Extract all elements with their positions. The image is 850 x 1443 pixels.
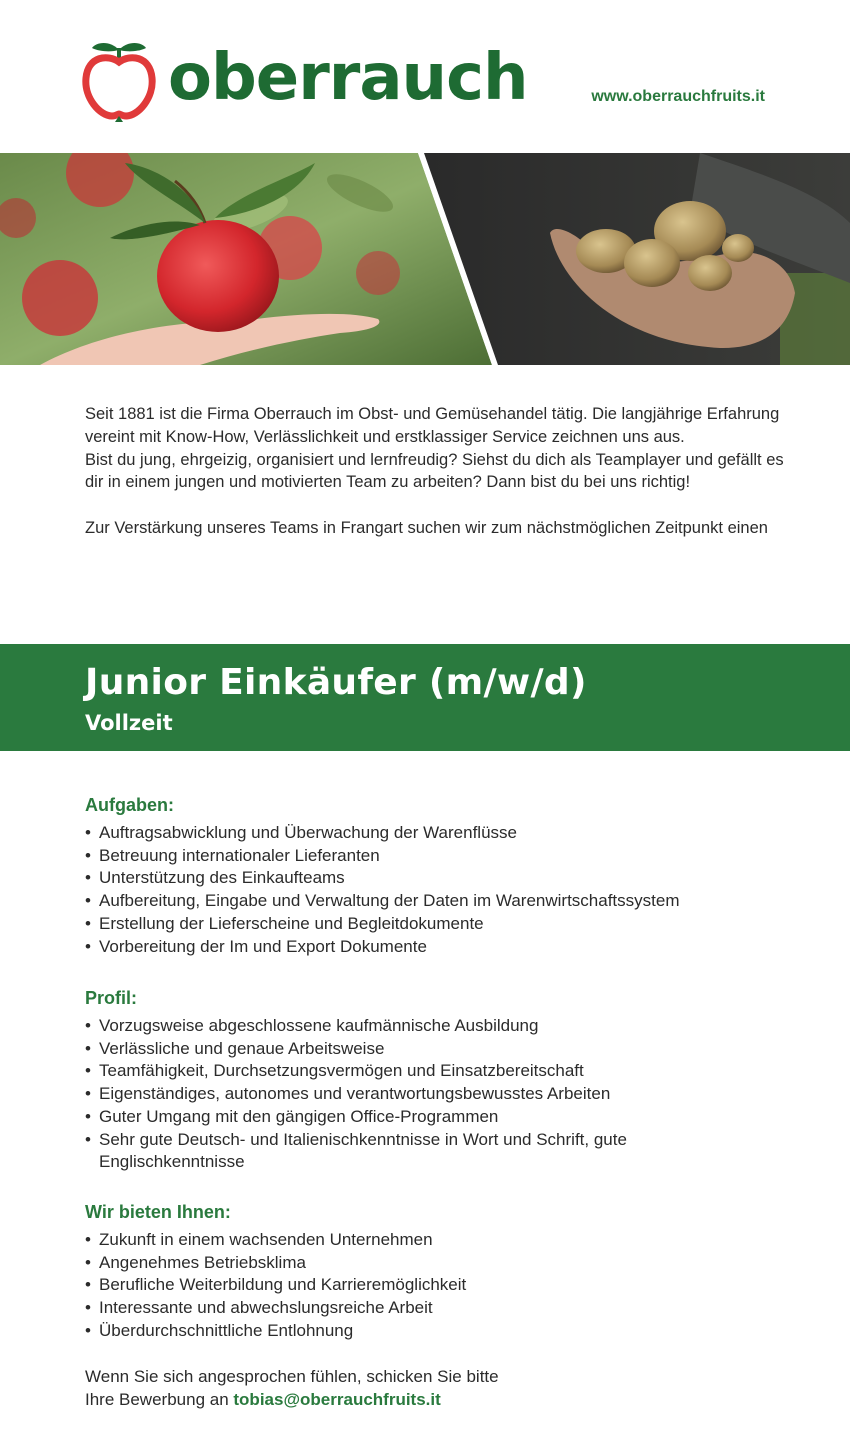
section-heading-profil: Profil: — [85, 988, 137, 1008]
list-item: • Sehr gute Deutsch- und Italienischkenntnisse in Wort und Schrift, gute Englischkenntnisse — [85, 1129, 659, 1174]
website-link[interactable]: www.oberrauchfruits.it — [591, 88, 765, 105]
list-item: • Verlässliche und genaue Arbeitsweise — [85, 1038, 785, 1061]
list-item: • Angenehmes Betriebsklima — [85, 1252, 785, 1275]
intro-paragraph-3: Zur Verstärkung unseres Teams in Frangart suchen wir zum nächstmöglichen Zeitpunkt einen — [85, 518, 768, 537]
section-aufgaben — [85, 794, 785, 958]
list-item: • Auftragsabwicklung und Überwachung der Warenflüsse — [85, 822, 785, 845]
photo-apple-hand — [0, 153, 492, 365]
list-item: • Eigenständiges, autonomes und verantwortungsbewusstes Arbeiten — [85, 1083, 785, 1106]
job-employment-type: Vollzeit — [85, 711, 173, 735]
intro-paragraph-2: Bist du jung, ehrgeizig, organisiert und lernfreudig? Siehst du dich als Teamplayer und gefällt es dir in einem jungen und motivierten Team zu arbeiten? Dann bist du bei uns richtig! — [85, 450, 784, 492]
job-title: Junior Einkäufer (m/w/d) — [85, 662, 587, 703]
list-item: • Vorbereitung der Im und Export Dokumente — [85, 936, 785, 959]
brand-logo-text: oberrauch — [168, 41, 528, 115]
list-item: • Erstellung der Lieferscheine und Begleitdokumente — [85, 913, 785, 936]
section-heading-angebot: Wir bieten Ihnen: — [85, 1202, 231, 1222]
list-item: • Teamfähigkeit, Durchsetzungsvermögen und Einsatzbereitschaft — [85, 1060, 785, 1083]
list-item: • Berufliche Weiterbildung und Karrieremöglichkeit — [85, 1274, 785, 1297]
profil-list — [85, 1015, 785, 1174]
list-item: • Unterstützung des Einkaufteams — [85, 867, 785, 890]
closing-text — [85, 1365, 785, 1411]
closing-line-2-prefix: Ihre Bewerbung an — [85, 1390, 234, 1409]
list-item: • Interessante und abwechslungsreiche Arbeit — [85, 1297, 785, 1320]
closing-line-2 — [85, 1388, 785, 1411]
list-item: • Aufbereitung, Eingabe und Verwaltung der Daten im Warenwirtschaftssystem — [85, 890, 785, 913]
section-heading-aufgaben: Aufgaben: — [85, 795, 174, 815]
apple-icon — [82, 38, 156, 122]
application-email-link[interactable]: tobias@oberrauchfruits.it — [233, 1390, 441, 1409]
photo-potato-hands — [424, 153, 850, 365]
list-item: • Vorzugsweise abgeschlossene kaufmännische Ausbildung — [85, 1015, 785, 1038]
header — [0, 0, 850, 153]
intro-paragraph-1: Seit 1881 ist die Firma Oberrauch im Obst- und Gemüsehandel tätig. Die langjährige Erfahrung vereint mit Know-How, Verlässlichkeit und erstklassiger Service zeichnen uns aus. — [85, 405, 780, 446]
list-item: • Zukunft in einem wachsenden Unternehmen — [85, 1229, 785, 1252]
intro-text — [85, 403, 785, 540]
list-item: • Überdurchschnittliche Entlohnung — [85, 1320, 785, 1343]
section-profil — [85, 987, 785, 1174]
section-angebot — [85, 1201, 785, 1343]
banner-photos — [0, 153, 850, 365]
aufgaben-list — [85, 822, 785, 958]
list-item: • Betreuung internationaler Lieferanten — [85, 845, 785, 868]
hero-banner — [0, 153, 850, 365]
list-item: • Guter Umgang mit den gängigen Office-Programmen — [85, 1106, 785, 1129]
angebot-list — [85, 1229, 785, 1343]
closing-line-1: Wenn Sie sich angesprochen fühlen, schicken Sie bitte — [85, 1367, 499, 1386]
